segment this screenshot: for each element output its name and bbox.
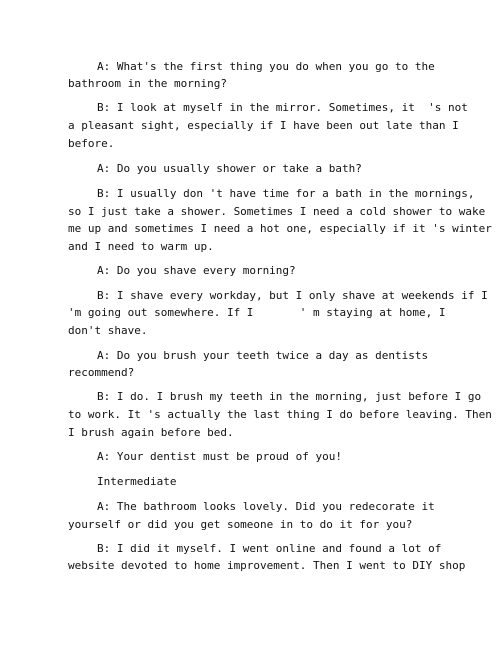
text-line: B: I usually don 't have time for a bath in the mornings, bbox=[97, 187, 475, 200]
text-line: A: Do you shave every morning? bbox=[97, 264, 296, 277]
text-line: I brush again before bed. bbox=[68, 426, 234, 439]
text-line: A: Do you usually shower or take a bath? bbox=[97, 162, 362, 175]
text-line: bathroom in the morning? bbox=[68, 77, 227, 90]
text-line: Intermediate bbox=[97, 475, 177, 488]
text-line: A: Do you brush your teeth twice a day as dentists bbox=[97, 349, 429, 362]
text-line: don't shave. bbox=[68, 324, 148, 337]
text-line: B: I do. I brush my teeth in the morning, just before I go bbox=[97, 390, 482, 403]
text-line: 'm going out somewhere. If I ' m staying at home, I bbox=[68, 306, 446, 319]
text-line: B: I did it myself. I went online and found a lot of bbox=[97, 542, 442, 555]
text-line: B: I look at myself in the mirror. Sometimes, it 's not bbox=[97, 101, 468, 114]
text-line: yourself or did you get someone in to do it for you? bbox=[68, 518, 413, 531]
text-line: A: Your dentist must be proud of you! bbox=[97, 450, 343, 463]
text-line: B: I shave every workday, but I only shave at weekends if I bbox=[97, 289, 488, 302]
text-line: a pleasant sight, especially if I have been out late than I bbox=[68, 119, 459, 132]
text-line: before. bbox=[68, 137, 115, 150]
text-line: A: What's the first thing you do when you go to the bbox=[97, 60, 435, 73]
text-line: so I just take a shower. Sometimes I need a cold shower to wake bbox=[68, 205, 486, 218]
text-line: to work. It 's actually the last thing I do before leaving. Then bbox=[68, 408, 492, 421]
text-line: recommend? bbox=[68, 366, 135, 379]
text-line: and I need to warm up. bbox=[68, 240, 214, 253]
text-line: website devoted to home improvement. Then I went to DIY shop bbox=[68, 559, 466, 572]
text-line: A: The bathroom looks lovely. Did you redecorate it bbox=[97, 500, 435, 513]
text-line: me up and sometimes I need a hot one, especially if it 's winter bbox=[68, 222, 492, 235]
